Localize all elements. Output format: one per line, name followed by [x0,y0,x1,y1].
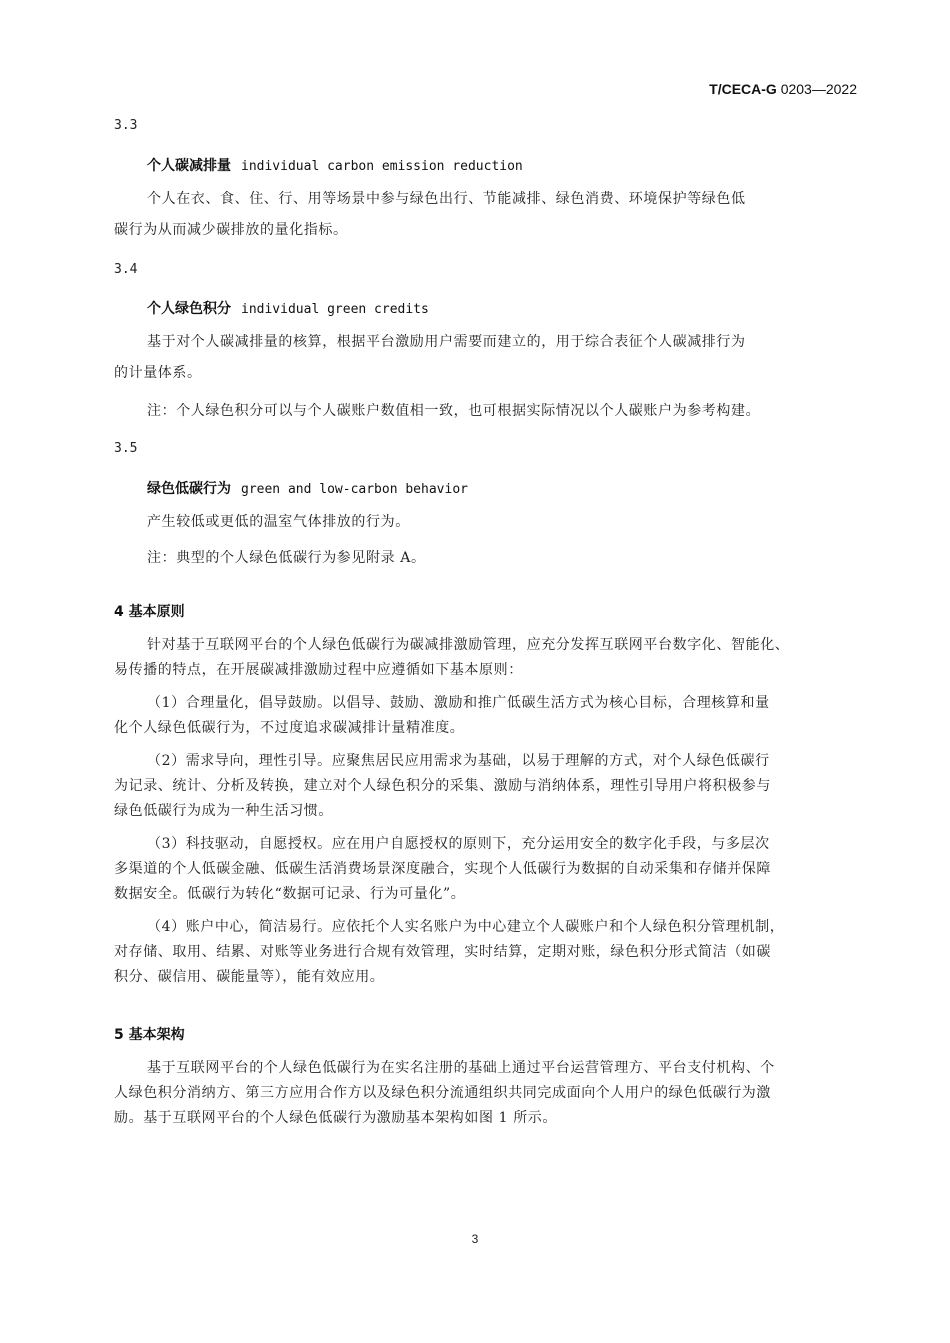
paragraph-line: 人绿色积分消纳方、第三方应用合作方以及绿色积分流通组织共同完成面向个人用户的绿色低碳行为激 [114,1085,771,1101]
principle-3-line: 多渠道的个人低碳金融、低碳生活消费场景深度融合，实现个人低碳行为数据的自动采集和存储并保障 [114,861,771,877]
term-en: green and low-carbon behavior [241,482,468,497]
principle-2-line: （2）需求导向，理性引导。应聚焦居民应用需求为基础，以易于理解的方式，对个人绿色低碳行 [147,753,770,769]
term-zh: 个人绿色积分 [147,301,231,317]
section-heading-4: 4 基本原则 [114,604,185,620]
definition-line: 碳行为从而减少碳排放的量化指标。 [114,222,348,238]
paragraph-line: 励。基于互联网平台的个人绿色低碳行为激励基本架构如图 1 所示。 [114,1110,558,1126]
definition-line: 的计量体系。 [114,365,202,381]
principle-4-line: 积分、碳信用、碳能量等），能有效应用。 [114,969,385,985]
paragraph-line: 基于互联网平台的个人绿色低碳行为在实名注册的基础上通过平台运营管理方、平台支付机构、个 [147,1060,775,1076]
standard-number-header [709,81,857,97]
paragraph-line: 针对基于互联网平台的个人绿色低碳行为碳减排激励管理，应充分发挥互联网平台数字化、智能化、 [147,637,790,653]
term-3-3 [147,155,523,175]
section-heading-5: 5 基本架构 [114,1027,185,1043]
header-org: T/CECA-G [709,81,777,97]
term-3-4 [147,298,429,318]
principle-2-line: 为记录、统计、分析及转换，建立对个人绿色积分的采集、激励与消纳体系，理性引导用户将积极参与 [114,778,771,794]
term-zh: 个人碳减排量 [147,158,231,174]
term-en: individual carbon emission reduction [241,159,523,174]
definition-line: 产生较低或更低的温室气体排放的行为。 [147,514,410,530]
clause-number-3-4: 3.4 [114,262,138,277]
principle-4-line: 对存储、取用、结累、对账等业务进行合规有效管理，实时结算，定期对账，绿色积分形式简洁（如碳 [114,944,771,960]
definition-line: 基于对个人碳减排量的核算，根据平台激励用户需要而建立的，用于综合表征个人碳减排行为 [147,334,746,350]
paragraph-line: 易传播的特点，在开展碳减排激励过程中应遵循如下基本原则： [114,662,523,678]
header-number: 0203—2022 [780,81,857,97]
term-en: individual green credits [241,302,429,317]
principle-3-line: （3）科技驱动，自愿授权。应在用户自愿授权的原则下，充分运用安全的数字化手段，与多层次 [147,836,770,852]
principle-4-line: （4）账户中心，简洁易行。应依托个人实名账户为中心建立个人碳账户和个人绿色积分管理机制， [147,919,785,935]
clause-number-3-5: 3.5 [114,441,138,456]
page-number: 3 [471,1232,479,1246]
note-line: 注：个人绿色积分可以与个人碳账户数值相一致，也可根据实际情况以个人碳账户为参考构建。 [147,403,761,419]
principle-3-line: 数据安全。低碳行为转化“数据可记录、行为可量化”。 [114,886,466,902]
note-line: 注：典型的个人绿色低碳行为参见附录 A。 [147,550,426,566]
clause-number-3-3: 3.3 [114,118,138,133]
term-zh: 绿色低碳行为 [147,481,231,497]
term-3-5 [147,478,468,498]
definition-line: 个人在衣、食、住、行、用等场景中参与绿色出行、节能减排、绿色消费、环境保护等绿色低 [147,191,746,207]
principle-1-line: 化个人绿色低碳行为，不过度追求碳减排计量精准度。 [114,720,465,736]
principle-1-line: （1）合理量化，倡导鼓励。以倡导、鼓励、激励和推广低碳生活方式为核心目标，合理核算和量 [147,695,770,711]
principle-2-line: 绿色低碳行为成为一种生活习惯。 [114,803,333,819]
